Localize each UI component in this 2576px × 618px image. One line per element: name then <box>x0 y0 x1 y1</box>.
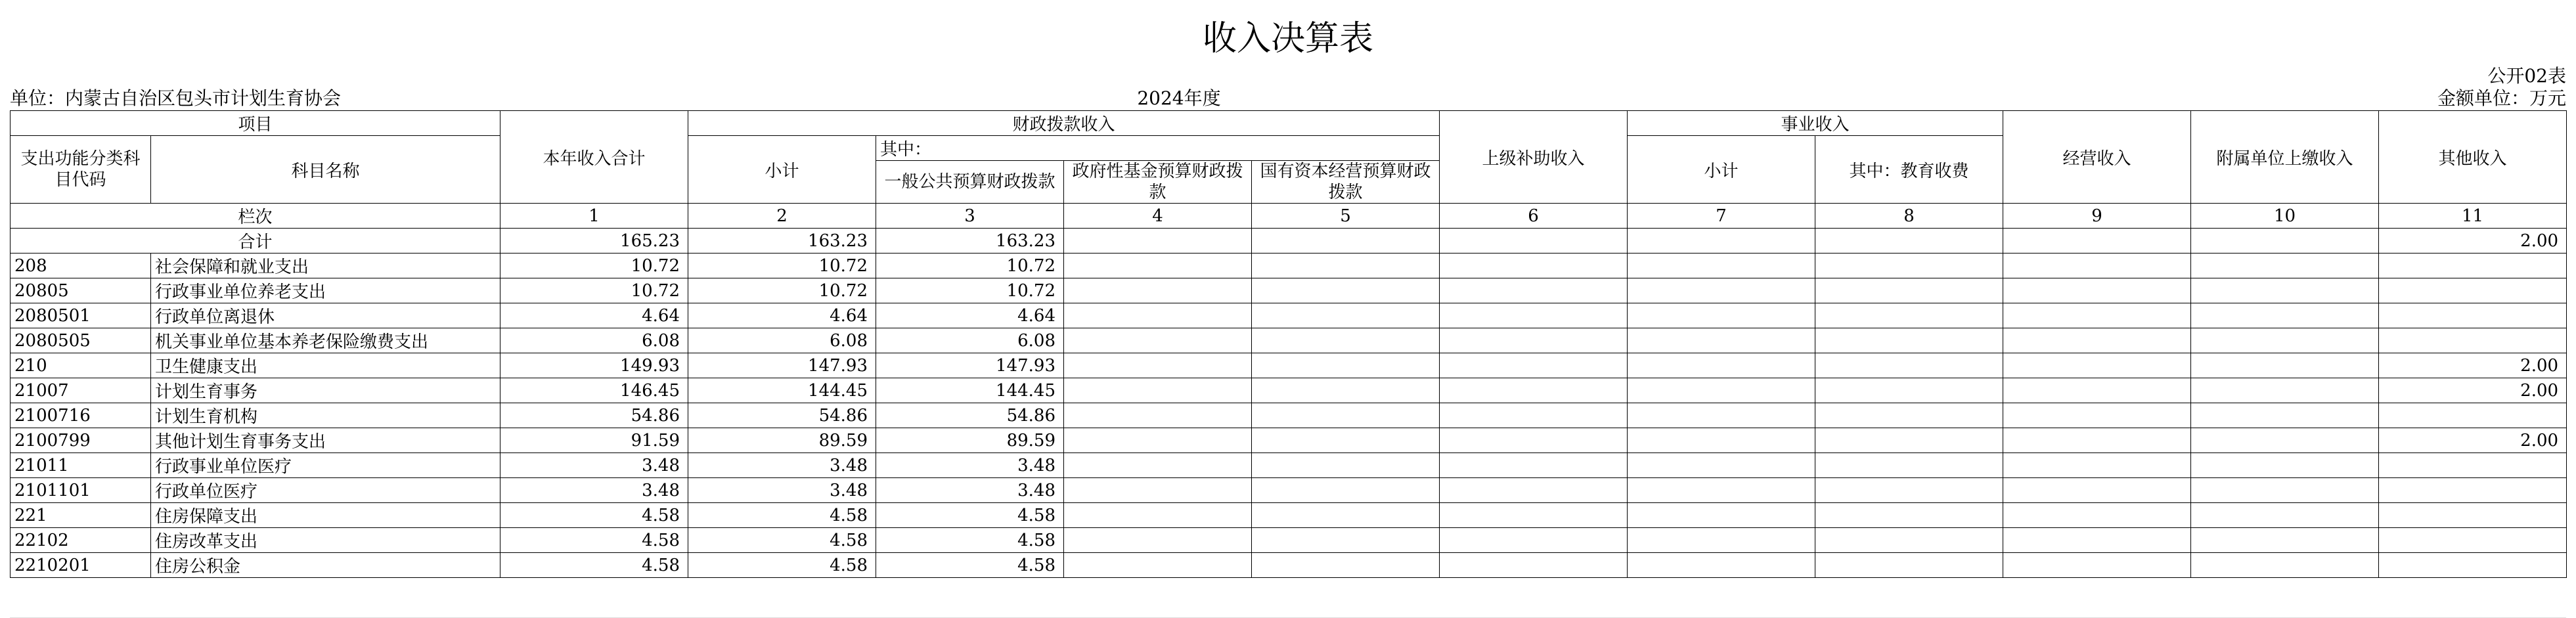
row-other <box>2379 278 2567 303</box>
row-name: 机关事业单位基本养老保险缴费支出 <box>151 328 500 353</box>
row-total: 10.72 <box>500 254 688 278</box>
total-affiliate <box>2191 229 2379 254</box>
row-general: 4.58 <box>876 553 1064 578</box>
total-other: 2.00 <box>2379 229 2567 254</box>
report-sheet <box>10 12 2566 618</box>
row-fund <box>1064 328 1252 353</box>
header-project: 项目 <box>11 111 500 136</box>
row-name: 社会保障和就业支出 <box>151 254 500 278</box>
row-edu <box>1815 378 2003 403</box>
total-fund <box>1064 229 1252 254</box>
header-fund: 政府性基金预算财政拨款 <box>1064 161 1252 204</box>
header-affiliate: 附属单位上缴收入 <box>2191 111 2379 204</box>
row-state <box>1252 303 1440 328</box>
row-fund <box>1064 453 1252 478</box>
row-total: 6.08 <box>500 328 688 353</box>
row-superior <box>1440 278 1628 303</box>
column-index-cell: 1 <box>500 204 688 229</box>
row-code: 21011 <box>11 453 151 478</box>
row-fiscal-subtotal: 54.86 <box>688 403 876 428</box>
row-fund <box>1064 428 1252 453</box>
unit-label: 单位：内蒙古自治区包头市计划生育协会 <box>10 87 342 109</box>
row-operating <box>2003 353 2191 378</box>
row-operating <box>2003 328 2191 353</box>
row-business-subtotal <box>1628 503 1815 528</box>
row-fiscal-subtotal: 147.93 <box>688 353 876 378</box>
row-affiliate <box>2191 254 2379 278</box>
total-business-subtotal <box>1628 229 1815 254</box>
row-business-subtotal <box>1628 528 1815 553</box>
row-business-subtotal <box>1628 328 1815 353</box>
row-operating <box>2003 254 2191 278</box>
header-business: 事业收入 <box>1628 111 2003 136</box>
row-edu <box>1815 478 2003 503</box>
row-total: 4.58 <box>500 553 688 578</box>
row-state <box>1252 353 1440 378</box>
table-body <box>11 254 2567 578</box>
row-other: 2.00 <box>2379 353 2567 378</box>
row-state <box>1252 478 1440 503</box>
row-total: 3.48 <box>500 453 688 478</box>
row-fiscal-subtotal: 3.48 <box>688 453 876 478</box>
row-superior <box>1440 453 1628 478</box>
table-row <box>11 254 2567 278</box>
column-index-cell: 11 <box>2379 204 2567 229</box>
row-business-subtotal <box>1628 254 1815 278</box>
row-total: 4.58 <box>500 503 688 528</box>
row-fiscal-subtotal: 89.59 <box>688 428 876 453</box>
row-edu <box>1815 428 2003 453</box>
row-affiliate <box>2191 378 2379 403</box>
fiscal-year: 2024年度 <box>1137 87 1221 109</box>
row-superior <box>1440 478 1628 503</box>
row-general: 147.93 <box>876 353 1064 378</box>
header-fiscal-subtotal: 小计 <box>688 136 876 204</box>
column-index-label: 栏次 <box>11 204 500 229</box>
row-fiscal-subtotal: 4.58 <box>688 553 876 578</box>
row-fiscal-subtotal: 4.58 <box>688 528 876 553</box>
row-affiliate <box>2191 428 2379 453</box>
row-total: 10.72 <box>500 278 688 303</box>
column-index-row <box>11 204 2567 229</box>
row-general: 4.58 <box>876 503 1064 528</box>
total-income: 165.23 <box>500 229 688 254</box>
row-operating <box>2003 453 2191 478</box>
row-business-subtotal <box>1628 453 1815 478</box>
table-row <box>11 378 2567 403</box>
row-business-subtotal <box>1628 278 1815 303</box>
row-affiliate <box>2191 303 2379 328</box>
row-state <box>1252 503 1440 528</box>
table-row <box>11 453 2567 478</box>
table-row <box>11 303 2567 328</box>
table-row <box>11 328 2567 353</box>
row-edu <box>1815 254 2003 278</box>
row-code: 21007 <box>11 378 151 403</box>
row-state <box>1252 278 1440 303</box>
table-row <box>11 553 2567 578</box>
row-other: 2.00 <box>2379 428 2567 453</box>
row-other <box>2379 254 2567 278</box>
row-fund <box>1064 478 1252 503</box>
row-affiliate <box>2191 553 2379 578</box>
row-code: 2100716 <box>11 403 151 428</box>
row-name: 行政事业单位养老支出 <box>151 278 500 303</box>
row-edu <box>1815 553 2003 578</box>
row-total: 4.64 <box>500 303 688 328</box>
row-operating <box>2003 553 2191 578</box>
header-name: 科目名称 <box>151 136 500 204</box>
row-total: 3.48 <box>500 478 688 503</box>
total-state <box>1252 229 1440 254</box>
column-index-cell: 8 <box>1815 204 2003 229</box>
column-index-cell: 7 <box>1628 204 1815 229</box>
row-name: 计划生育机构 <box>151 403 500 428</box>
row-general: 89.59 <box>876 428 1064 453</box>
row-code: 221 <box>11 503 151 528</box>
row-superior <box>1440 353 1628 378</box>
row-business-subtotal <box>1628 303 1815 328</box>
table-row <box>11 428 2567 453</box>
row-edu <box>1815 453 2003 478</box>
row-name: 住房改革支出 <box>151 528 500 553</box>
row-code: 22102 <box>11 528 151 553</box>
row-code: 208 <box>11 254 151 278</box>
row-business-subtotal <box>1628 353 1815 378</box>
report-meta-bar <box>10 88 2566 110</box>
row-affiliate <box>2191 278 2379 303</box>
row-general: 4.58 <box>876 528 1064 553</box>
row-superior <box>1440 303 1628 328</box>
column-index-cell: 9 <box>2003 204 2191 229</box>
row-other <box>2379 328 2567 353</box>
header-other: 其他收入 <box>2379 111 2567 204</box>
row-operating <box>2003 278 2191 303</box>
row-edu <box>1815 403 2003 428</box>
header-state: 国有资本经营预算财政拨款 <box>1252 161 1440 204</box>
header-code: 支出功能分类科目代码 <box>11 136 151 204</box>
row-name: 行政单位离退休 <box>151 303 500 328</box>
row-code: 2080501 <box>11 303 151 328</box>
column-index-cell: 4 <box>1064 204 1252 229</box>
trailing-grid <box>10 578 2566 618</box>
row-superior <box>1440 428 1628 453</box>
row-state <box>1252 378 1440 403</box>
row-operating <box>2003 478 2191 503</box>
row-code: 2210201 <box>11 553 151 578</box>
row-code: 210 <box>11 353 151 378</box>
column-index-cell: 10 <box>2191 204 2379 229</box>
row-edu <box>1815 353 2003 378</box>
header-superior: 上级补助收入 <box>1440 111 1628 204</box>
row-state <box>1252 528 1440 553</box>
total-label: 合计 <box>11 229 500 254</box>
row-business-subtotal <box>1628 403 1815 428</box>
header-operating: 经营收入 <box>2003 111 2191 204</box>
row-business-subtotal <box>1628 378 1815 403</box>
row-other <box>2379 478 2567 503</box>
row-other <box>2379 303 2567 328</box>
column-index-cell: 2 <box>688 204 876 229</box>
row-business-subtotal <box>1628 428 1815 453</box>
total-general: 163.23 <box>876 229 1064 254</box>
row-operating <box>2003 503 2191 528</box>
row-fund <box>1064 503 1252 528</box>
row-fund <box>1064 278 1252 303</box>
row-fiscal-subtotal: 6.08 <box>688 328 876 353</box>
row-name: 行政单位医疗 <box>151 478 500 503</box>
row-affiliate <box>2191 353 2379 378</box>
row-state <box>1252 254 1440 278</box>
row-fund <box>1064 353 1252 378</box>
row-total: 146.45 <box>500 378 688 403</box>
row-code: 2100799 <box>11 428 151 453</box>
row-other <box>2379 528 2567 553</box>
table-row <box>11 503 2567 528</box>
row-superior <box>1440 254 1628 278</box>
row-edu <box>1815 328 2003 353</box>
row-general: 6.08 <box>876 328 1064 353</box>
row-name: 其他计划生育事务支出 <box>151 428 500 453</box>
row-superior <box>1440 378 1628 403</box>
row-affiliate <box>2191 403 2379 428</box>
row-general: 10.72 <box>876 278 1064 303</box>
row-operating <box>2003 403 2191 428</box>
row-fiscal-subtotal: 3.48 <box>688 478 876 503</box>
row-other <box>2379 503 2567 528</box>
currency-unit: 金额单位：万元 <box>2437 87 2566 109</box>
row-edu <box>1815 503 2003 528</box>
form-number: 公开02表 <box>2487 65 2566 87</box>
row-general: 3.48 <box>876 478 1064 503</box>
header-general: 一般公共预算财政拨款 <box>876 161 1064 204</box>
total-operating <box>2003 229 2191 254</box>
row-fund <box>1064 303 1252 328</box>
row-state <box>1252 403 1440 428</box>
row-affiliate <box>2191 453 2379 478</box>
row-total: 149.93 <box>500 353 688 378</box>
row-general: 144.45 <box>876 378 1064 403</box>
row-state <box>1252 553 1440 578</box>
total-edu <box>1815 229 2003 254</box>
row-fund <box>1064 553 1252 578</box>
header-business-subtotal: 小计 <box>1628 136 1815 204</box>
row-affiliate <box>2191 503 2379 528</box>
row-name: 住房公积金 <box>151 553 500 578</box>
row-operating <box>2003 303 2191 328</box>
row-operating <box>2003 378 2191 403</box>
row-superior <box>1440 553 1628 578</box>
row-fiscal-subtotal: 144.45 <box>688 378 876 403</box>
row-general: 3.48 <box>876 453 1064 478</box>
row-fund <box>1064 254 1252 278</box>
row-fiscal-subtotal: 4.64 <box>688 303 876 328</box>
row-state <box>1252 428 1440 453</box>
header-total: 本年收入合计 <box>500 111 688 204</box>
row-other: 2.00 <box>2379 378 2567 403</box>
table-row <box>11 278 2567 303</box>
row-name: 卫生健康支出 <box>151 353 500 378</box>
column-index-cell: 3 <box>876 204 1064 229</box>
row-fiscal-subtotal: 4.58 <box>688 503 876 528</box>
table-row <box>11 353 2567 378</box>
row-general: 54.86 <box>876 403 1064 428</box>
row-fund <box>1064 403 1252 428</box>
row-other <box>2379 403 2567 428</box>
row-edu <box>1815 303 2003 328</box>
table-row <box>11 528 2567 553</box>
row-name: 计划生育事务 <box>151 378 500 403</box>
row-code: 2080505 <box>11 328 151 353</box>
row-other <box>2379 553 2567 578</box>
header-fiscal: 财政拨款收入 <box>688 111 1440 136</box>
row-other <box>2379 453 2567 478</box>
header-of-which: 其中： <box>876 136 1440 161</box>
row-state <box>1252 328 1440 353</box>
row-total: 54.86 <box>500 403 688 428</box>
column-index-cell: 5 <box>1252 204 1440 229</box>
row-operating <box>2003 428 2191 453</box>
row-fiscal-subtotal: 10.72 <box>688 278 876 303</box>
row-code: 2101101 <box>11 478 151 503</box>
row-code: 20805 <box>11 278 151 303</box>
row-general: 4.64 <box>876 303 1064 328</box>
row-name: 行政事业单位医疗 <box>151 453 500 478</box>
row-business-subtotal <box>1628 478 1815 503</box>
row-superior <box>1440 503 1628 528</box>
row-edu <box>1815 278 2003 303</box>
row-general: 10.72 <box>876 254 1064 278</box>
row-edu <box>1815 528 2003 553</box>
row-state <box>1252 453 1440 478</box>
row-superior <box>1440 403 1628 428</box>
row-business-subtotal <box>1628 553 1815 578</box>
row-affiliate <box>2191 478 2379 503</box>
row-fund <box>1064 528 1252 553</box>
row-superior <box>1440 328 1628 353</box>
total-row <box>11 229 2567 254</box>
total-fiscal-subtotal: 163.23 <box>688 229 876 254</box>
row-name: 住房保障支出 <box>151 503 500 528</box>
column-index-cell: 6 <box>1440 204 1628 229</box>
row-affiliate <box>2191 328 2379 353</box>
income-table <box>10 110 2567 578</box>
row-total: 91.59 <box>500 428 688 453</box>
header-edu: 其中：教育收费 <box>1815 136 2003 204</box>
row-superior <box>1440 528 1628 553</box>
row-fund <box>1064 378 1252 403</box>
report-title: 收入决算表 <box>1202 19 1373 58</box>
row-total: 4.58 <box>500 528 688 553</box>
row-fiscal-subtotal: 10.72 <box>688 254 876 278</box>
row-operating <box>2003 528 2191 553</box>
row-affiliate <box>2191 528 2379 553</box>
total-superior <box>1440 229 1628 254</box>
table-row <box>11 403 2567 428</box>
table-row <box>11 478 2567 503</box>
